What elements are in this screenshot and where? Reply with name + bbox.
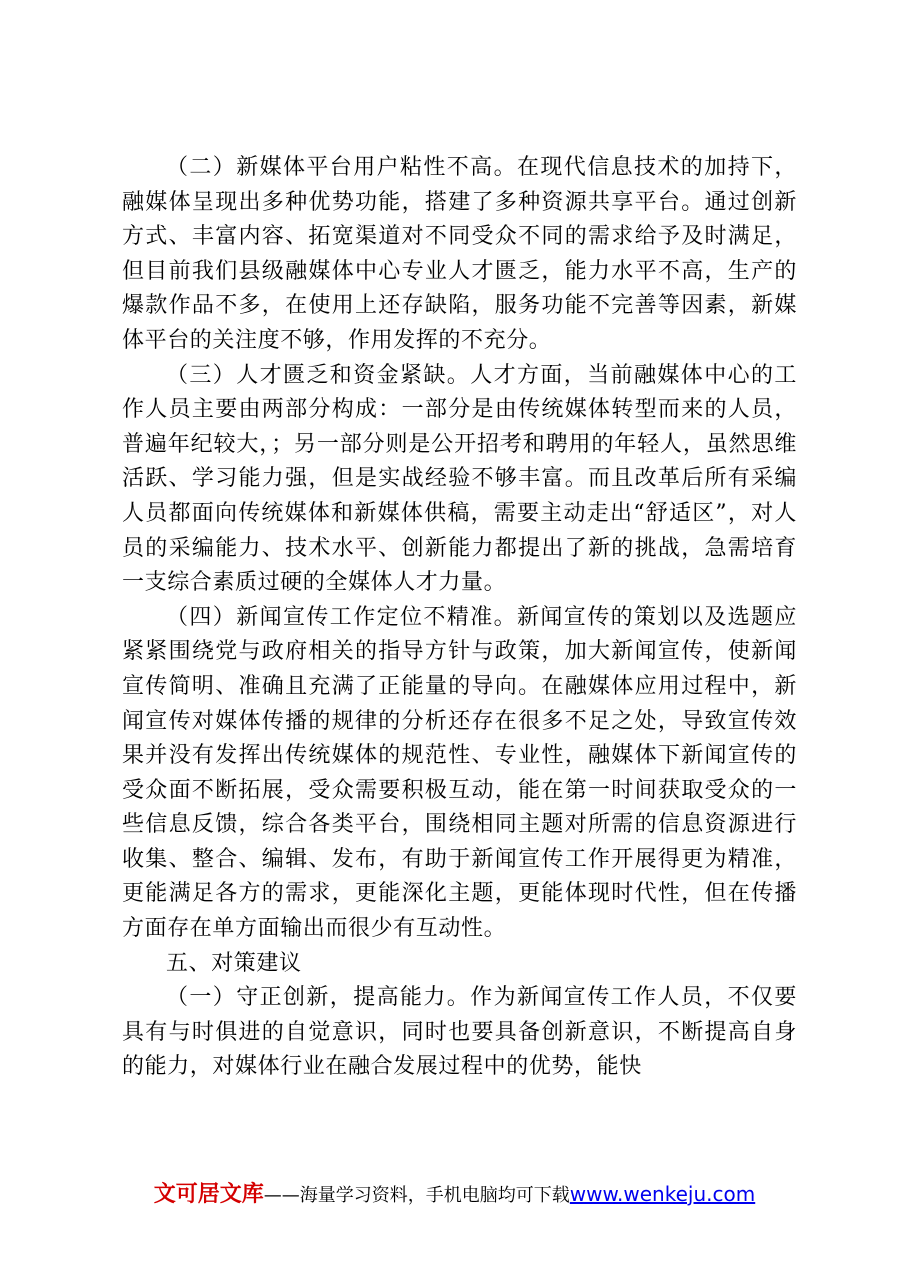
paragraph-user-stickiness <box>122 151 797 359</box>
paragraph-text: 作为新闻宣传工作人员，不仅要具有与时俱进的自觉意识，同时也要具备创新意识，不断提高自身的能力，对媒体行业在融合发展过程中的优势，能快 <box>122 985 797 1080</box>
paragraph-text: 在现代信息技术的加持下，融媒体呈现出多种优势功能，搭建了多种资源共享平台。通过创新方式、丰富内容、拓宽渠道对不同受众不同的需求给予及时满足，但目前我们县级融媒体中心专业人才匮乏，能力水平不高，生产的爆款作品不多，在使用上还存缺陷，服务功能不完善等因素，新媒体平台的关注度不够，作用发挥的不充分。 <box>122 155 797 353</box>
paragraph-lead: （二）新媒体平台用户粘性不高。 <box>166 155 517 180</box>
paragraph-lead: （一）守正创新，提高能力。 <box>166 985 471 1011</box>
document-body <box>122 151 797 1085</box>
paragraph-text: 人才方面，当前融媒体中心的工作人员主要由两部分构成：一部分是由传统媒体转型而来的人员，普遍年纪较大，；另一部分则是公开招考和聘用的年轻人，虽然思维活跃、学习能力强，但是实战经验不够丰富。而且改革后所有采编人员都面向传统媒体和新媒体供稿，需要主动走出“舒适区”，对人员的采编能力、技术水平、创新能力都提出了新的挑战，急需培育一支综合素质过硬的全媒体人才力量。 <box>122 362 797 596</box>
paragraph-text: 新闻宣传的策划以及选题应紧紧围绕党与政府相关的指导方针与政策，加大新闻宣传，使新闻宣传简明、准确且充满了正能量的导向。在融媒体应用过程中，新闻宣传对媒体传播的规律的分析还存在很多不足之处，导致宣传效果并没有发挥出传统媒体的规范性、专业性，融媒体下新闻宣传的受众面不断拓展，受众需要积极互动，能在第一时间获取受众的一些信息反馈，综合各类平台，围绕相同主题对所需的信息资源进行收集、整合、编辑、发布，有助于新闻宣传工作开展得更为精准，更能满足各方的需求，更能深化主题，更能体现时代性，但在传播方面存在单方面输出而很少有互动性。 <box>122 604 797 942</box>
paragraph-innovation <box>122 981 797 1085</box>
paragraph-talent-funding <box>122 359 797 601</box>
paragraph-lead: （四）新闻宣传工作定位不精准。 <box>166 604 517 630</box>
footer-url-link[interactable]: www.wenkeju.com <box>569 1182 756 1206</box>
paragraph-lead: （三）人才匮乏和资金紧缺。 <box>166 362 471 388</box>
footer-slogan: ——海量学习资料，手机电脑均可下载 <box>263 1185 570 1206</box>
paragraph-news-positioning <box>122 601 797 947</box>
footer-banner <box>0 1179 909 1211</box>
section-heading: 五、对策建议 <box>166 950 302 976</box>
footer-brand: 文可居文库 <box>153 1182 264 1207</box>
